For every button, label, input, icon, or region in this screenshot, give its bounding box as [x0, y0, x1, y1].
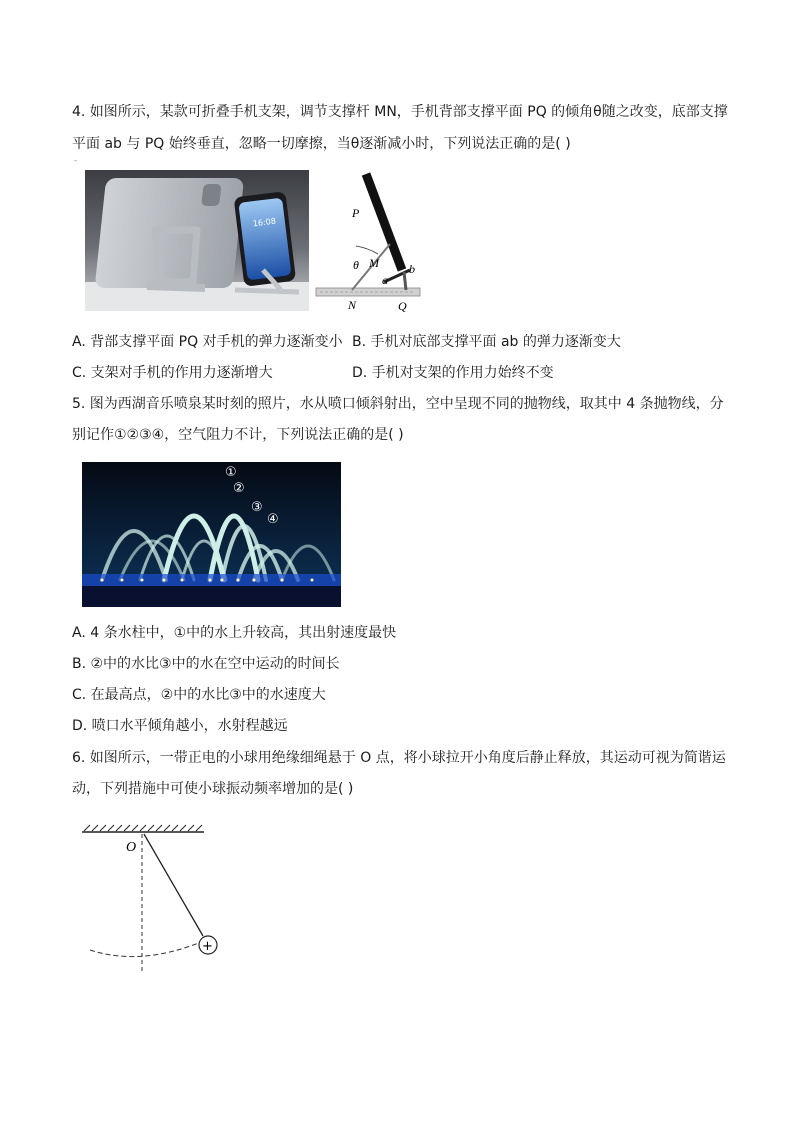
plus-sign: + — [202, 939, 213, 954]
q5-option-c[interactable]: C. 在最高点，②中的水比③中的水速度大 — [72, 687, 326, 703]
swing-arc — [90, 940, 206, 957]
q6-stem-line1: 6. 如图所示，一带正电的小球用绝缘细绳悬于 O 点，将小球拉开小角度后静止释放，其运动可视为简谐运 — [72, 750, 726, 766]
stand-diagram — [314, 172, 426, 312]
q4-option-b[interactable]: B. 手机对底部支撑平面 ab 的弹力逐渐变大 — [352, 334, 621, 350]
q4-option-c[interactable]: C. 支架对手机的作用力逐渐增大 — [72, 365, 273, 381]
q4-stem-line2: 平面 ab 与 PQ 始终垂直，忽略一切摩擦，当θ逐渐减小时，下列说法正确的是( ) — [72, 136, 571, 152]
theta-arc — [356, 246, 378, 254]
q5-option-d[interactable]: D. 喷口水平倾角越小，水射程越远 — [72, 718, 288, 734]
label-p: P — [352, 206, 360, 220]
stray-mark: - — [74, 156, 77, 165]
q4-option-a[interactable]: A. 背部支撑平面 PQ 对手机的弹力逐渐变小 — [72, 334, 343, 350]
label-arc-1: ① — [225, 465, 237, 480]
string — [144, 834, 203, 936]
label-b: b — [409, 262, 415, 276]
q5-option-b[interactable]: B. ②中的水比③中的水在空中运动的时间长 — [72, 656, 340, 672]
label-arc-4: ④ — [267, 512, 279, 527]
fountain-photo — [82, 462, 341, 607]
ceiling-support — [82, 825, 204, 832]
q5-stem-line1: 5. 图为西湖音乐喷泉某时刻的照片，水从喷口倾斜射出，空中呈现不同的抛物线，取其中 4 条抛物线，分 — [72, 396, 724, 412]
pendulum-diagram — [80, 822, 213, 978]
hinge-q — [404, 272, 406, 290]
label-n: N — [348, 298, 357, 312]
base-plate — [316, 288, 420, 296]
label-a: a — [382, 273, 388, 287]
reflection — [82, 586, 341, 607]
phone-stand-photo — [85, 170, 309, 311]
label-theta: θ — [353, 258, 359, 272]
q5-stem-line2: 别记作①②③④，空气阻力不计，下列说法正确的是( ) — [72, 427, 404, 443]
q4-stem-line1: 4. 如图所示，某款可折叠手机支架，调节支撑杆 MN，手机背部支撑平面 PQ 的倾角θ随之改变，底部支撑 — [72, 104, 728, 120]
q4-option-d[interactable]: D. 手机对支架的作用力始终不变 — [352, 365, 554, 381]
label-q: Q — [398, 299, 407, 313]
phone-clock: 16:08 — [252, 216, 277, 229]
label-arc-3: ③ — [251, 500, 263, 515]
q6-stem-line2: 动，下列措施中可使小球振动频率增加的是( ) — [72, 781, 354, 797]
label-m: M — [369, 256, 379, 270]
label-o: O — [126, 840, 137, 855]
q5-option-a[interactable]: A. 4 条水柱中，①中的水上升较高，其出射速度最快 — [72, 625, 397, 641]
label-arc-2: ② — [233, 481, 245, 496]
